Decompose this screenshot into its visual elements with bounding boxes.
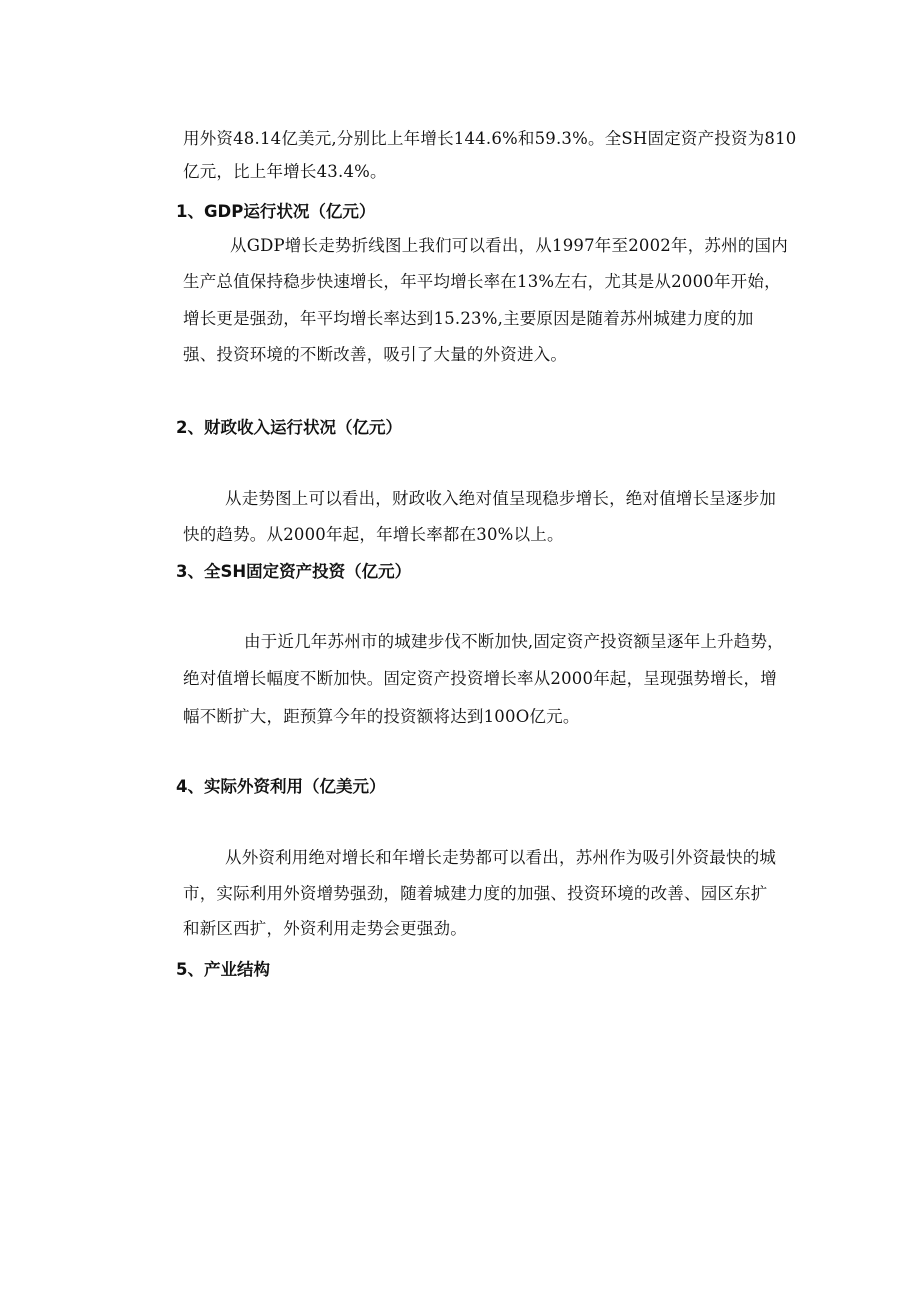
section1-line-1: 从GDP增长走势折线图上我们可以看出，从1997年至2002年，苏州的国内: [230, 236, 788, 255]
section3-line-1: 由于近几年苏州市的城建步伐不断加快,固定资产投资额呈逐年上升趋势，: [244, 632, 784, 651]
section2-line-1: 从走势图上可以看出，财政收入绝对值呈现稳步增长，绝对值增长呈逐步加: [225, 489, 777, 508]
section1-line-4: 强、投资环境的不断改善，吸引了大量的外资进入。: [183, 345, 568, 364]
section3-line-3: 幅不断扩大，距预算今年的投资额将达到100O亿元。: [183, 707, 580, 726]
section-heading-foreign-investment: 4、实际外资利用（亿美元）: [176, 777, 386, 796]
section-heading-fiscal-revenue: 2、财政收入运行状况（亿元）: [176, 418, 402, 437]
intro-line-2: 亿元，比上年增长43.4%。: [183, 162, 387, 181]
section1-line-2: 生产总值保持稳步快速增长，年平均增长率在13%左右，尤其是从2000年开始，: [183, 272, 781, 291]
section-heading-gdp: 1、GDP运行状况（亿元）: [176, 202, 376, 221]
section4-line-3: 和新区西扩，外资利用走势会更强劲。: [183, 919, 467, 938]
section-heading-industry-structure: 5、产业结构: [176, 960, 270, 979]
intro-line-1: 用外资48.14亿美元,分别比上年增长144.6%和59.3%。全SH固定资产投资为810: [183, 129, 797, 148]
section2-line-2: 快的趋势。从2000年起，年增长率都在30%以上。: [183, 525, 564, 544]
section4-line-1: 从外资利用绝对增长和年增长走势都可以看出，苏州作为吸引外资最快的城: [225, 848, 777, 867]
section-heading-fixed-asset-investment: 3、全SH固定资产投资（亿元）: [176, 562, 412, 581]
section1-line-3: 增长更是强劲，年平均增长率达到15.23%,主要原因是随着苏州城建力度的加: [183, 309, 754, 328]
section3-line-2: 绝对值增长幅度不断加快。固定资产投资增长率从2000年起，呈现强势增长，增: [183, 669, 777, 688]
section4-line-2: 市，实际利用外资增势强劲，随着城建力度的加强、投资环境的改善、园区东扩: [183, 884, 768, 903]
